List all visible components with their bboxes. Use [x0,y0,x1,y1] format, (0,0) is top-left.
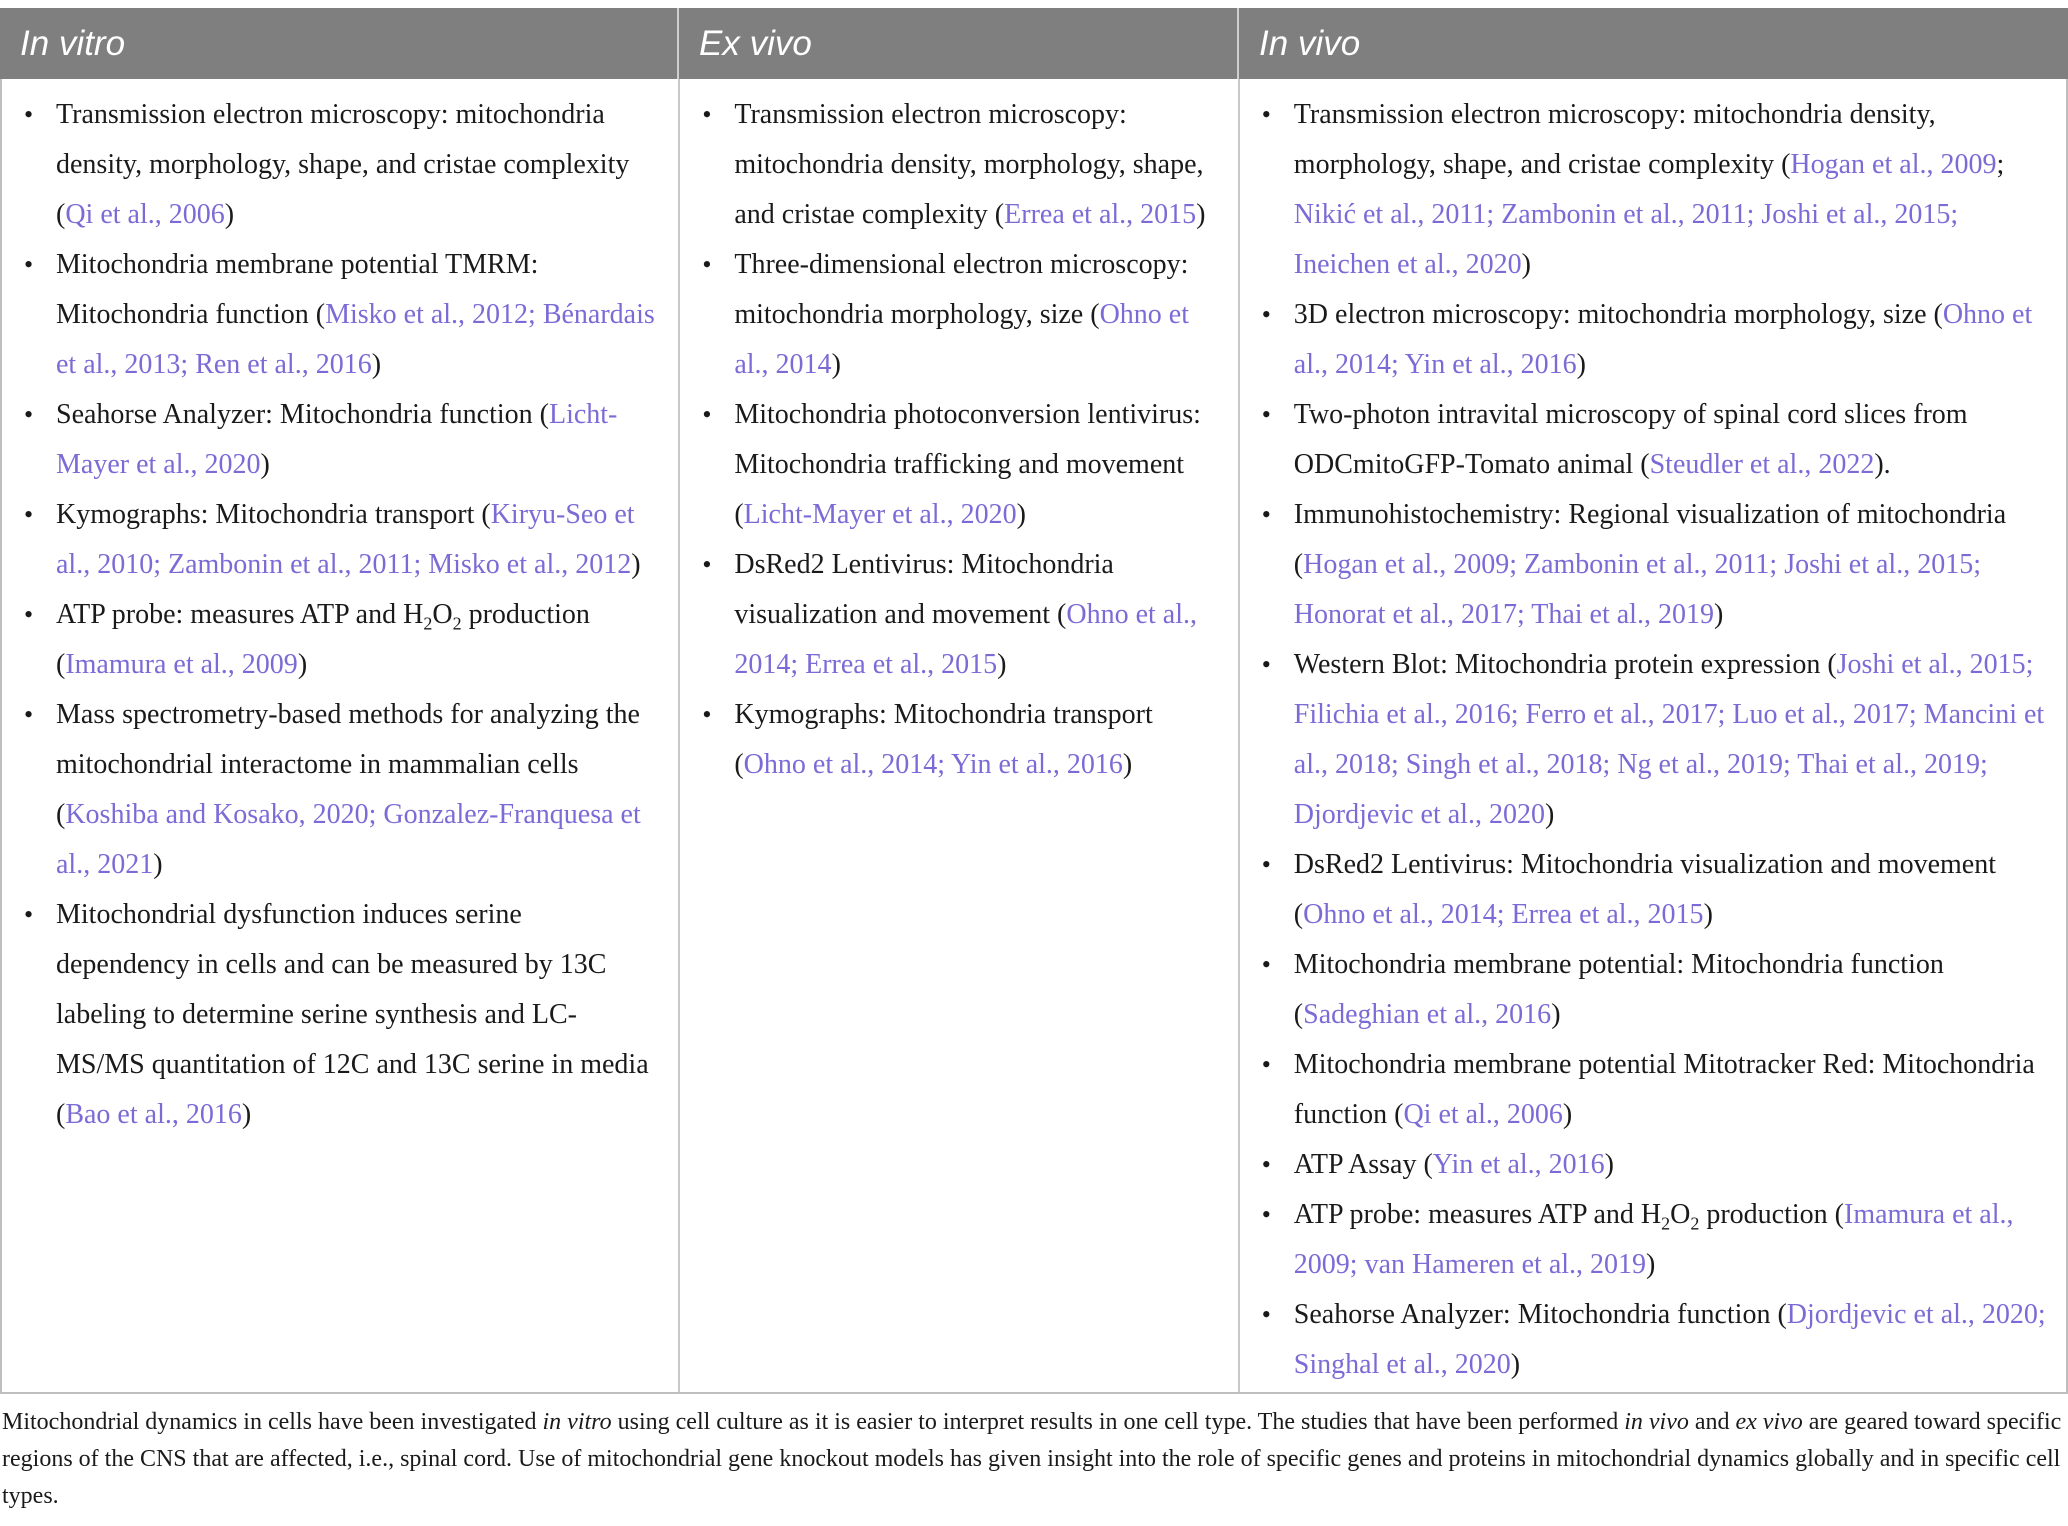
list-item [1240,1190,2066,1290]
citation-link[interactable]: Licht-Mayer et al., 2020 [743,499,1017,530]
header-ex-vivo: Ex vivo [677,8,1237,79]
list-item [1240,90,2066,290]
list-item [1240,1140,2066,1190]
list-item [2,690,678,890]
footnote-part-2: using cell culture as it is easier to interpret results in one cell type. The studies that have been performed [611,1409,1625,1435]
citation-link[interactable]: Kiryu-Seo et al., 2010; Zambonin et al., 2011; Misko et al., 2012 [56,499,635,580]
item-text: ) [631,549,641,580]
list-item [2,390,678,490]
item-text: DsRed2 Lentivirus: Mitochondria visualization and movement ( [1293,849,1996,930]
item-text: Transmission electron microscopy: mitochondria density, morphology, shape, and cristae complexity ( [56,99,630,230]
item-text: Mass spectrometry-based methods for analyzing the mitochondrial interactome in mammalian cells ( [56,699,640,830]
citation-link[interactable]: Hogan et al., 2009 [1790,149,1997,180]
list-item [1240,390,2066,490]
list-item [2,890,678,1140]
item-text: Seahorse Analyzer: Mitochondria function ( [56,399,549,430]
item-text: Kymographs: Mitochondria transport ( [734,699,1153,780]
item-text: Mitochondria photoconversion lentivirus: Mitochondria trafficking and movement ( [734,399,1201,530]
item-text: Kymographs: Mitochondria transport ( [56,499,491,530]
item-text: 3D electron microscopy: mitochondria morphology, size ( [1293,299,1943,330]
item-text: ) [1604,1149,1614,1180]
list-item [2,90,678,240]
item-text: Seahorse Analyzer: Mitochondria function ( [1293,1299,1787,1330]
footnote-part-4: are geared toward specific regions of the CNS that are affected, i.e., spinal cord. Use of mitochondrial gene knockout models has given insight into the role of specific genes and proteins in mitochondrial dynamics globally and in specific cell types. [2,1409,2062,1509]
citation-link[interactable]: Ohno et al., 2014; Yin et al., 2016 [1293,299,2033,380]
footnote-italic-1: in vitro [542,1409,612,1435]
item-text: Transmission electron microscopy: mitochondria density, morphology, shape, and cristae complexity ( [1293,99,1936,180]
citation-link[interactable]: Qi et al., 2006 [65,199,225,230]
item-text: O [432,599,453,630]
item-text: ) [997,649,1007,680]
citation-link[interactable]: Licht-Mayer et al., 2020 [56,399,618,480]
column-in-vivo [1238,79,2068,1392]
list-item [1240,840,2066,940]
ex-vivo-list [680,79,1237,790]
item-text: ) [831,349,841,380]
item-text: production ( [56,599,590,680]
footnote-part-3: and [1688,1409,1736,1435]
item-text: ) [224,199,235,230]
citation-link[interactable]: Bao et al., 2016 [65,1099,242,1130]
list-item [1240,1040,2066,1140]
citation-link[interactable]: Errea et al., 2015 [1004,199,1197,230]
header-in-vitro: In vitro [20,24,126,63]
citation-link[interactable]: Ohno et al., 2014 [734,299,1189,380]
subscript: 2 [1690,1213,1700,1234]
citation-link[interactable]: Imamura et al., 2009; van Hameren et al., 2019 [1293,1199,2014,1280]
list-item [1240,940,2066,1040]
item-text: ) [1713,599,1724,630]
table-body-row [0,79,2068,1394]
subscript: 2 [423,613,433,634]
footnote-italic-3: ex vivo [1735,1409,1803,1435]
citation-link[interactable]: Djordjevic et al., 2020; Singhal et al., 2020 [1293,1299,2046,1380]
citation-link[interactable]: Steudler et al., 2022 [1649,449,1875,480]
citation-link[interactable]: Sadeghian et al., 2016 [1303,999,1552,1030]
list-item [1240,640,2066,840]
item-text: ATP probe: measures ATP and H [56,599,424,630]
column-in-vitro [2,79,678,1392]
item-text: Immunohistochemistry: Regional visualization of mitochondria ( [1293,499,2007,580]
list-item [680,390,1237,540]
citation-link[interactable]: Yin et al., 2016 [1432,1149,1605,1180]
table-footnote [0,1404,2062,1515]
column-ex-vivo [678,79,1237,1392]
item-text: ATP Assay ( [1293,1149,1433,1180]
footnote-italic-2: in vivo [1624,1409,1689,1435]
list-item [1240,490,2066,640]
item-text: ) [1544,799,1555,830]
item-text: ). [1874,449,1891,480]
item-text: Three-dimensional electron microscopy: mitochondria morphology, size ( [734,249,1189,330]
header-in-vivo: In vivo [1237,8,2068,79]
item-text: ) [1122,749,1133,780]
item-text: ATP probe: measures ATP and H [1293,1199,1662,1230]
list-item [2,240,678,390]
citation-link[interactable]: Qi et al., 2006 [1403,1099,1563,1130]
item-text: ) [1521,249,1531,280]
item-text: ) [1646,1249,1656,1280]
item-text: ) [1551,999,1561,1030]
item-text: Two-photon intravital microscopy of spinal cord slices from ODCmitoGFP-Tomato animal ( [1293,399,1968,480]
item-text: ) [1576,349,1586,380]
citation-link[interactable]: Koshiba and Kosako, 2020; Gonzalez-Franquesa et al., 2021 [56,799,641,880]
list-item [1240,290,2066,390]
item-text: Mitochondria membrane potential Mitotracker Red: Mitochondria function ( [1293,1049,2035,1130]
item-text: ) [297,649,308,680]
list-item [680,540,1237,690]
citation-link[interactable]: Misko et al., 2012; Bénardais et al., 2013; Ren et al., 2016 [56,299,655,380]
citation-link[interactable]: Imamura et al., 2009 [65,649,298,680]
item-text: ) [1196,199,1206,230]
item-text: Mitochondrial dysfunction induces serine dependency in cells and can be measured by 13C labeling to determine serine synthesis and LC-MS/MS quantitation of 12C and 13C serine in media ( [56,899,649,1130]
in-vitro-list [2,79,678,1140]
item-text: ) [1510,1349,1521,1380]
list-item [680,90,1237,240]
item-text: DsRed2 Lentivirus: Mitochondria visualization and movement ( [734,549,1114,630]
list-item [2,490,678,590]
footnote-part-1: Mitochondrial dynamics in cells have been investigated [2,1409,543,1435]
item-text: ) [260,449,270,480]
subscript: 2 [452,613,462,634]
item-text: Transmission electron microscopy: mitochondria density, morphology, shape, and cristae complexity ( [734,99,1204,230]
citation-link[interactable]: Ohno et al., 2014; Errea et al., 2015 [734,599,1198,680]
item-text: Western Blot: Mitochondria protein expression ( [1293,649,1837,680]
table-header-row [0,8,2068,79]
list-item [2,590,678,690]
item-text: Mitochondria membrane potential TMRM: Mitochondria function ( [56,249,539,330]
citation-link[interactable]: Nikić et al., 2011; Zambonin et al., 2011; Joshi et al., 2015; Ineichen et al., 2020 [1293,199,1959,280]
subscript: 2 [1661,1213,1671,1234]
item-text: ) [241,1099,252,1130]
list-item [680,240,1237,390]
citation-link[interactable]: Ohno et al., 2014; Errea et al., 2015 [1303,899,1704,930]
citation-link[interactable]: Ohno et al., 2014; Yin et al., 2016 [743,749,1123,780]
item-text: production ( [1699,1199,1844,1230]
item-text: ) [1016,499,1026,530]
list-item [680,690,1237,790]
item-text: Mitochondria membrane potential: Mitochondria function ( [1293,949,1944,1030]
in-vivo-list [1240,79,2066,1390]
item-text: O [1670,1199,1691,1230]
item-text: ; [1996,149,2005,180]
item-text: ) [153,849,163,880]
citation-link[interactable]: Joshi et al., 2015; Filichia et al., 2016; Ferro et al., 2017; Luo et al., 2017; Mancini et al., 2018; Singh et al., 2018; Ng et al., 2019; Thai et al., 2019; Djordjevic et al., 2020 [1293,649,2045,830]
citation-link[interactable]: Hogan et al., 2009; Zambonin et al., 2011; Joshi et al., 2015; Honorat et al., 2017; Thai et al., 2019 [1293,549,1981,630]
methods-table [0,8,2068,1394]
item-text: ) [1562,1099,1573,1130]
list-item [1240,1290,2066,1390]
item-text: ) [1703,899,1713,930]
item-text: ) [371,349,382,380]
